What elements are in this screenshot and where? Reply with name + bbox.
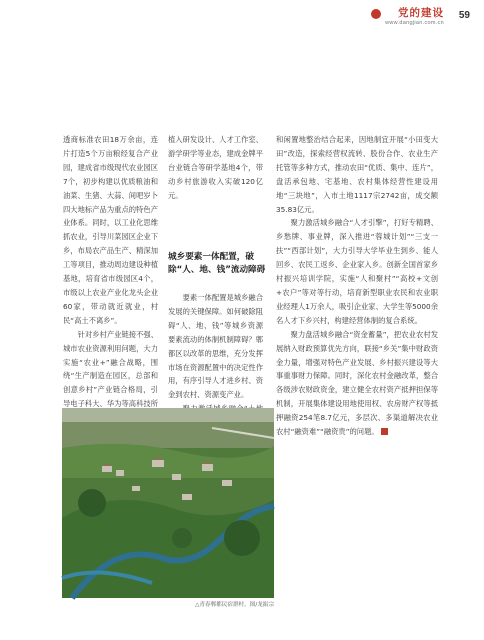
paragraph: 聚力激活城乡融合“人才引擎”，打好专精聘、乡愁牌、事业牌，深入推进“蓉城计划”“三支一扶”“西部计划”，大力引导大学毕业生到乡、能人回乡、农民工返乡、企业家入乡。创新全国首家乡村振兴培训学院，实施“人和聚村”“高校+文创+农户”等对等行动，培育新型职业农民和农业职业经理人1万余人，吸引企业家、大学生等5000余名人才下乡兴村，构建经营体制的复合系统。 — [276, 218, 438, 325]
brand-url: www.dangjian.com.cn — [385, 20, 444, 26]
aerial-photo-illustration — [62, 408, 274, 598]
column-3 — [276, 133, 438, 603]
column-2-bottom — [168, 291, 263, 409]
village-aerial-photo — [62, 408, 274, 598]
paragraph-text: 聚力盘活城乡融合“资金蓄量”，把农业农村发展纳入财政预算优先方向，联接“乡关”集中财政资金力量，增强对特色产业发展、乡村振兴建设等大事重事财力保障。同时，深化农村金融改革，整合各级涉农财政资金，建立健全农村资产抵押担保等机制，开展集体建设用地使用权、农房财产权等抵押融资254笔8.7亿元，多层次、多渠道解决农业农村“融资难”“融资贵”的问题。 — [276, 329, 438, 437]
column-1 — [63, 133, 158, 409]
paragraph: 透商标准农田18万余亩，连片打造5个万亩粮经复合产业园，建成省市级现代农业园区7个，初步构建以优质粮油和油菜、生猪、大蒜、间吧岁卜四大地标产品为重点的特色产业体系。同时，以工业化思维抓农业，引导川菜园区企业下乡，布局农产品生产、精深加工等项目，推动周边建设种植基地，培育省市级园区4个，市级以上农业产业化龙头企业60家，带动就近就业，村民“高土不离乡”。 — [63, 135, 158, 325]
brand-name: 党的建设 — [398, 7, 444, 19]
page-header — [0, 0, 484, 40]
paragraph: 要素一体配置是城乡融合发展的关键保障。如何破除阻碍“人、地、钱”等城乡资源要素流动的体制机制障碍？郫都区以改革的思维，充分发挥市场在资源配置中的决定性作用，有序引导人才进乡村、资金到农村、资源变产业。 — [168, 293, 263, 400]
column-2-top — [168, 133, 263, 248]
end-mark-icon — [381, 428, 388, 435]
page-number: 59 — [458, 10, 470, 21]
paragraph: 和闲置地整治结合起来，因地制宜开展“小田变大田”改造，探索经营权流转、股份合作、农业生产托管等多种方式，推动农田“优质、集中、连片”，盘活承包地、宅基地、农村集体经营性建设用地“三块地”，入市土地1117宗2742亩，成交额35.83亿元。 — [276, 135, 438, 214]
photo-caption: △青春郫都民宿群村。图/龙振宗 — [195, 602, 274, 608]
brand-mark-icon — [371, 9, 381, 19]
section-heading: 城乡要素一体配置，破除“人、地、钱”流动障碍 — [168, 252, 266, 275]
paragraph: 植入研发设计、人才工作室、游学研学等业态，建成金牌平台业链合等研学基地4个，带动乡村旅游收入实破120亿元。 — [168, 135, 263, 200]
paragraph: 针对乡村产业链接不强、城市农业资源利用问题，大力实施“农业+”融合战略，围绕“生产制造在园区，总部和创意乡村”产业链合格局，引导电子科大、华为等高科技所 — [63, 329, 158, 409]
brand-logo — [385, 7, 444, 27]
paragraph — [276, 328, 438, 439]
